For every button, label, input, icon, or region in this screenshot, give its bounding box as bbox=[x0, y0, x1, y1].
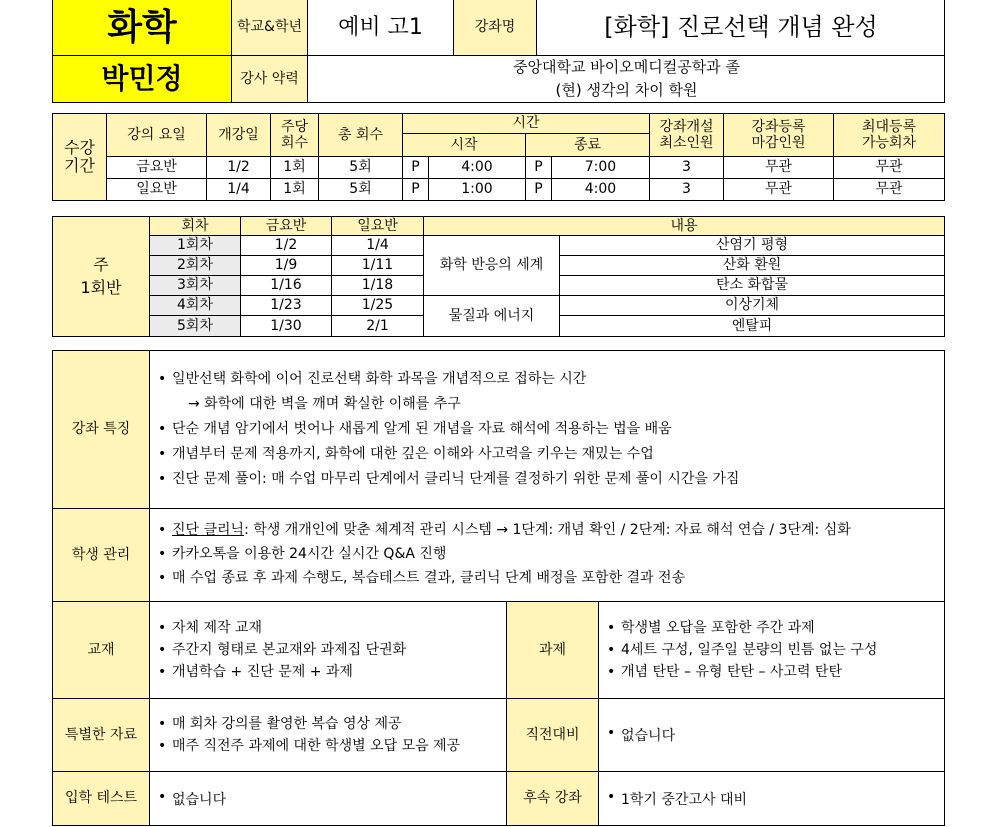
management-list bbox=[158, 518, 944, 590]
topic-5: 엔탈피 bbox=[731, 317, 773, 334]
follow-list bbox=[607, 789, 747, 809]
fri-4: 1/23 bbox=[241, 296, 332, 316]
row1-t2: 7:00 bbox=[552, 157, 650, 179]
feature-item-continued: → 화학에 대한 벽을 깨며 확실한 이해를 추구 bbox=[188, 396, 461, 412]
bio-label: 강사 약력 bbox=[231, 55, 307, 102]
row2-p2: P bbox=[526, 179, 552, 200]
sun-2: 1/11 bbox=[332, 256, 424, 276]
course-label: 강좌명 bbox=[453, 0, 536, 55]
course-value: [화학] 진로선택 개념 완성 bbox=[536, 0, 945, 55]
header bbox=[52, 0, 945, 103]
subject-title: 화학 bbox=[53, 0, 231, 55]
row2-day: 일요반 bbox=[107, 179, 207, 200]
fri-2: 1/9 bbox=[241, 256, 332, 276]
features-label: 강좌 특징 bbox=[53, 351, 150, 509]
col-time-end-header: 종료 bbox=[526, 134, 650, 157]
row2-min: 3 bbox=[650, 179, 724, 200]
feature-item: • 개념부터 문제 적용까지, 화학에 대한 깊은 이해와 사고력을 키우는 재밌는 수업 bbox=[158, 442, 944, 467]
management-item bbox=[158, 518, 944, 542]
fri-5: 1/30 bbox=[241, 316, 332, 336]
row2-start: 1/4 bbox=[207, 179, 271, 200]
special-item: • 매 회차 강의를 촬영한 복습 영상 제공 bbox=[158, 713, 460, 735]
row2-p1: P bbox=[403, 179, 429, 200]
homework-label: 과제 bbox=[507, 602, 599, 699]
row1-t1: 4:00 bbox=[429, 157, 526, 179]
topic-4: 이상기체 bbox=[560, 296, 944, 316]
features-content bbox=[150, 351, 944, 509]
fri-header: 금요반 bbox=[241, 217, 332, 236]
round-header: 회차 bbox=[150, 217, 241, 236]
period-label: 수강 기간 bbox=[53, 114, 107, 200]
sun-3: 1/18 bbox=[332, 276, 424, 296]
material-item: • 주간지 형태로 본교재와 과제집 단권화 bbox=[158, 639, 406, 661]
unit-label-2: 물질과 에너지 bbox=[424, 296, 560, 336]
materials-list bbox=[158, 617, 406, 683]
sun-5: 2/1 bbox=[332, 316, 424, 336]
row1-day: 금요반 bbox=[107, 157, 207, 179]
col-total-header: 총 회수 bbox=[319, 114, 403, 157]
row1-p1: P bbox=[403, 157, 429, 179]
exam-prep-label: 직전대비 bbox=[507, 699, 599, 772]
col-max-header: 최대등록 가능회차 bbox=[834, 114, 944, 157]
col-time-header: 시간 bbox=[403, 114, 650, 134]
bio-box bbox=[307, 55, 945, 102]
materials-content bbox=[150, 602, 507, 699]
row2-t1: 1:00 bbox=[429, 179, 526, 200]
feature-item: • 진단 문제 풀이: 매 수업 마무리 단계에서 클리닉 단계를 결정하기 위한 문제 풀이 시간을 가짐 bbox=[158, 467, 944, 492]
homework-content bbox=[599, 602, 944, 699]
row1-max: 무관 bbox=[834, 157, 944, 179]
row2-max: 무관 bbox=[875, 181, 903, 198]
schedule-table bbox=[52, 113, 945, 201]
teacher-name: 박민정 bbox=[53, 55, 231, 102]
clinic-title: 진단 클리닉 bbox=[172, 522, 245, 538]
entrance-content bbox=[150, 772, 507, 825]
special-list bbox=[158, 713, 460, 757]
round-1: 1회차 bbox=[150, 236, 241, 256]
exam-prep-item: • 없습니다 bbox=[607, 725, 675, 745]
row1-weekly: 1회 bbox=[271, 157, 319, 179]
topic-3: 탄소 화합물 bbox=[560, 276, 944, 296]
entrance-list bbox=[158, 789, 226, 809]
row2-t2: 4:00 bbox=[552, 179, 650, 200]
feature-item: • 단순 개념 암기에서 벗어나 새롭게 알게 된 개념을 자료 해석에 적용하는 법을 배움 bbox=[158, 417, 944, 442]
management-item: • 매 수업 종료 후 과제 수행도, 복습테스트 결과, 클리닉 단계 배정을 포함한 결과 전송 bbox=[158, 566, 944, 590]
exam-prep-content bbox=[599, 699, 944, 772]
topic-2: 산화 환원 bbox=[560, 256, 944, 276]
homework-item: • 학생별 오답을 포함한 주간 과제 bbox=[607, 617, 877, 639]
homework-item: • 개념 탄탄 – 유형 탄탄 – 사고력 탄탄 bbox=[607, 661, 877, 683]
unit-label-1: 화학 반응의 세계 bbox=[424, 236, 560, 296]
sun-4: 1/25 bbox=[332, 296, 424, 316]
col-weekly-header: 주당 회수 bbox=[271, 114, 319, 157]
round-2: 2회차 bbox=[150, 256, 241, 276]
round-4: 4회차 bbox=[150, 296, 241, 316]
follow-item: • 1학기 중간고사 대비 bbox=[607, 789, 747, 809]
row2-weekly: 1회 bbox=[271, 179, 319, 200]
homework-item: • 4세트 구성, 일주일 분량의 빈틈 없는 구성 bbox=[607, 639, 877, 661]
col-min-header: 강좌개설 최소인원 bbox=[650, 114, 724, 157]
row1-deadline: 무관 bbox=[724, 157, 834, 179]
col-day-header: 강의 요일 bbox=[107, 114, 207, 157]
special-content bbox=[150, 699, 507, 772]
material-item: • 개념학습 + 진단 문제 + 과제 bbox=[158, 661, 406, 683]
row2-total: 5회 bbox=[319, 179, 403, 200]
row2-deadline: 무관 bbox=[724, 179, 834, 200]
homework-list bbox=[607, 617, 877, 683]
special-item: • 매주 직전주 과제에 대한 학생별 오답 모음 제공 bbox=[158, 735, 460, 757]
sessions-side-label: 주 1회반 bbox=[53, 217, 150, 336]
content-header: 내용 bbox=[424, 217, 944, 236]
sun-1: 1/4 bbox=[332, 236, 424, 256]
bio-line-2: (현) 생각의 차이 학원 bbox=[555, 81, 698, 99]
col-deadline-header: 강좌등록 마감인원 bbox=[724, 114, 834, 157]
round-5: 5회차 bbox=[150, 316, 241, 336]
col-start-header: 개강일 bbox=[207, 114, 271, 157]
feature-item: • 일반선택 화학에 이어 진로선택 화학 과목을 개념적으로 접하는 시간 bbox=[158, 367, 944, 392]
special-label: 특별한 자료 bbox=[53, 699, 150, 772]
grade-value: 예비 고1 bbox=[307, 0, 453, 55]
management-label: 학생 관리 bbox=[53, 509, 150, 602]
entrance-label: 입학 테스트 bbox=[53, 772, 150, 825]
info-table bbox=[52, 350, 945, 826]
topic-1: 산염기 평형 bbox=[560, 236, 944, 256]
follow-label: 후속 강좌 bbox=[507, 772, 599, 825]
col-time-start-header: 시작 bbox=[403, 134, 526, 157]
features-list bbox=[158, 367, 944, 492]
round-3: 3회차 bbox=[150, 276, 241, 296]
exam-prep-list bbox=[607, 725, 675, 745]
material-item: • 자체 제작 교재 bbox=[158, 617, 406, 639]
row1-start: 1/2 bbox=[207, 157, 271, 179]
follow-content bbox=[599, 772, 944, 825]
sessions-table bbox=[52, 216, 945, 337]
row1-min: 3 bbox=[650, 157, 724, 179]
sun-header: 일요반 bbox=[332, 217, 424, 236]
row1-total: 5회 bbox=[319, 157, 403, 179]
fri-3: 1/16 bbox=[241, 276, 332, 296]
grade-label: 학교&학년 bbox=[231, 0, 307, 55]
clinic-description: : 학생 개개인에 맞춘 체계적 관리 시스템 → 1단계: 개념 확인 / 2단계: 자료 해석 연습 / 3단계: 심화 bbox=[244, 522, 851, 538]
management-content bbox=[150, 509, 944, 602]
materials-label: 교재 bbox=[53, 602, 150, 699]
fri-1: 1/2 bbox=[241, 236, 332, 256]
entrance-item: • 없습니다 bbox=[158, 789, 226, 809]
management-item: • 카카오톡을 이용한 24시간 실시간 Q&A 진행 bbox=[158, 542, 944, 566]
row1-p2: P bbox=[526, 157, 552, 179]
bio-line-1: 중앙대학교 바이오메디컬공학과 졸 bbox=[513, 57, 740, 76]
